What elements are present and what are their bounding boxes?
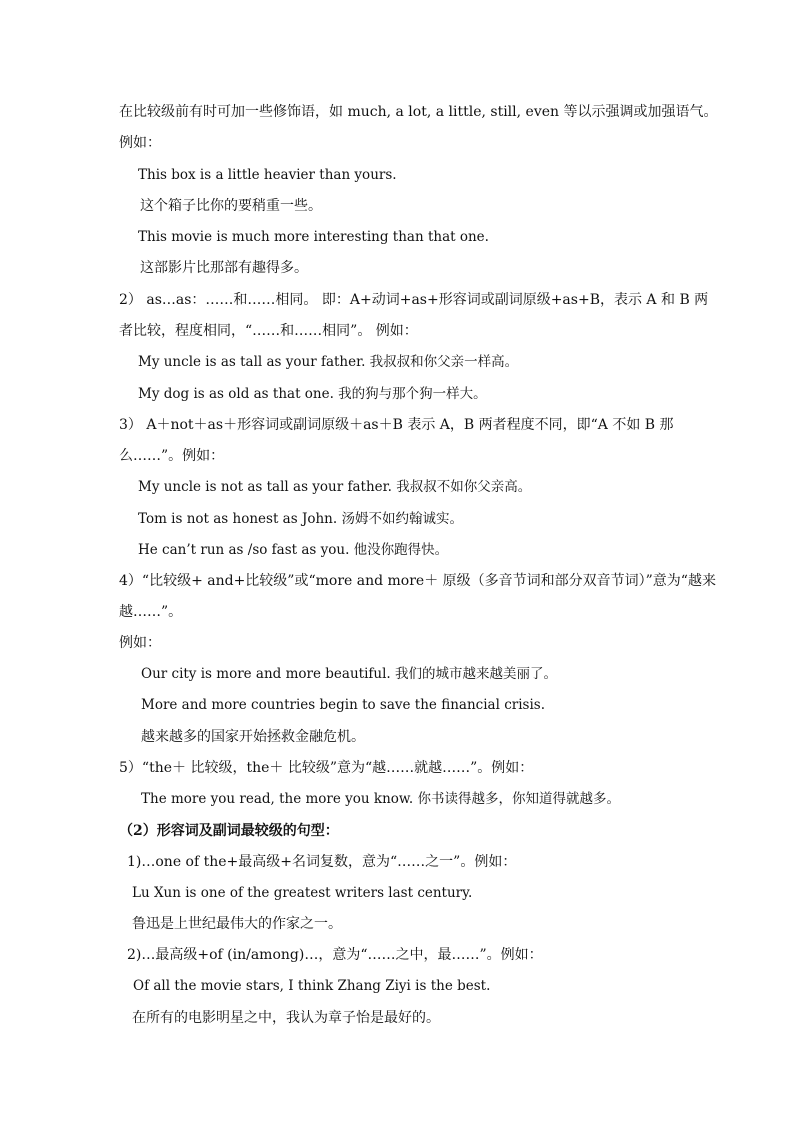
example-sentence: Tom is not as honest as John. 汤姆不如约翰诚实。 <box>138 511 463 527</box>
rule-2-text-continued: 者比较，程度相同，“……和……相同”。 例如： <box>119 323 418 339</box>
rule-3-text-continued: 么……”。例如： <box>119 448 225 464</box>
example-sentence-en: Of all the movie stars, I think Zhang Ziyi is the best. <box>133 978 491 994</box>
rule-3-text: 3） A＋not＋as＋形容词或副词原级＋as＋B 表示 A，B 两者程度不同，即“A 不如 B 那 <box>119 417 674 433</box>
paragraph-modifiers-intro: 在比较级前有时可加一些修饰语，如 much, a lot, a little, still, even 等以示强调或加强语气。 <box>119 104 718 120</box>
rule-5-text: 5）“the＋ 比较级，the＋ 比较级”意为“越……就越……”。例如： <box>119 760 534 776</box>
example-sentence-cn: 这部影片比那部有趣得多。 <box>140 260 308 276</box>
example-sentence: My dog is as old as that one. 我的狗与那个狗一样大。 <box>138 386 487 402</box>
example-sentence: My uncle is as tall as your father. 我叔叔和你父亲一样高。 <box>138 354 519 370</box>
example-label: 例如： <box>119 135 161 151</box>
example-sentence-en: This box is a little heavier than yours. <box>138 167 397 183</box>
example-label: 例如： <box>119 635 161 651</box>
example-sentence: He can’t run as /so fast as you. 他没你跑得快。 <box>138 542 449 558</box>
example-sentence-en: This movie is much more interesting than that one. <box>138 229 489 245</box>
rule-4-text: 4）“比较级+ and+比较级”或“more and more＋ 原级（多音节词和部分双音节词）”意为“越来 <box>119 573 716 589</box>
example-sentence-cn: 在所有的电影明星之中，我认为章子怡是最好的。 <box>132 1010 440 1026</box>
example-sentence: The more you read, the more you know. 你书读得越多，你知道得就越多。 <box>141 791 620 807</box>
rule-2-text: 2） as…as：……和……相同。 即：A+动词+as+形容词或副词原级+as+B，表示 A 和 B 两 <box>119 292 709 308</box>
superlative-rule-1: 1)…one of the+最高级+名词复数，意为“……之一”。例如： <box>127 854 517 870</box>
example-sentence: My uncle is not as tall as your father. 我叔叔不如你父亲高。 <box>138 479 532 495</box>
example-sentence-cn: 这个箱子比你的要稍重一些。 <box>140 198 322 214</box>
superlative-rule-2: 2)…最高级+of (in/among)…，意为“……之中，最……”。例如： <box>127 947 543 963</box>
section-heading: （2）形容词及副词最较级的句型： <box>119 823 339 839</box>
rule-4-text-continued: 越……”。 <box>119 604 183 620</box>
example-sentence-en: Lu Xun is one of the greatest writers last century. <box>132 885 473 901</box>
example-sentence-cn: 越来越多的国家开始拯救金融危机。 <box>141 729 365 745</box>
example-sentence-en: More and more countries begin to save the financial crisis. <box>141 697 545 713</box>
example-sentence: Our city is more and more beautiful. 我们的城市越来越美丽了。 <box>141 666 557 682</box>
example-sentence-cn: 鲁迅是上世纪最伟大的作家之一。 <box>132 916 342 932</box>
